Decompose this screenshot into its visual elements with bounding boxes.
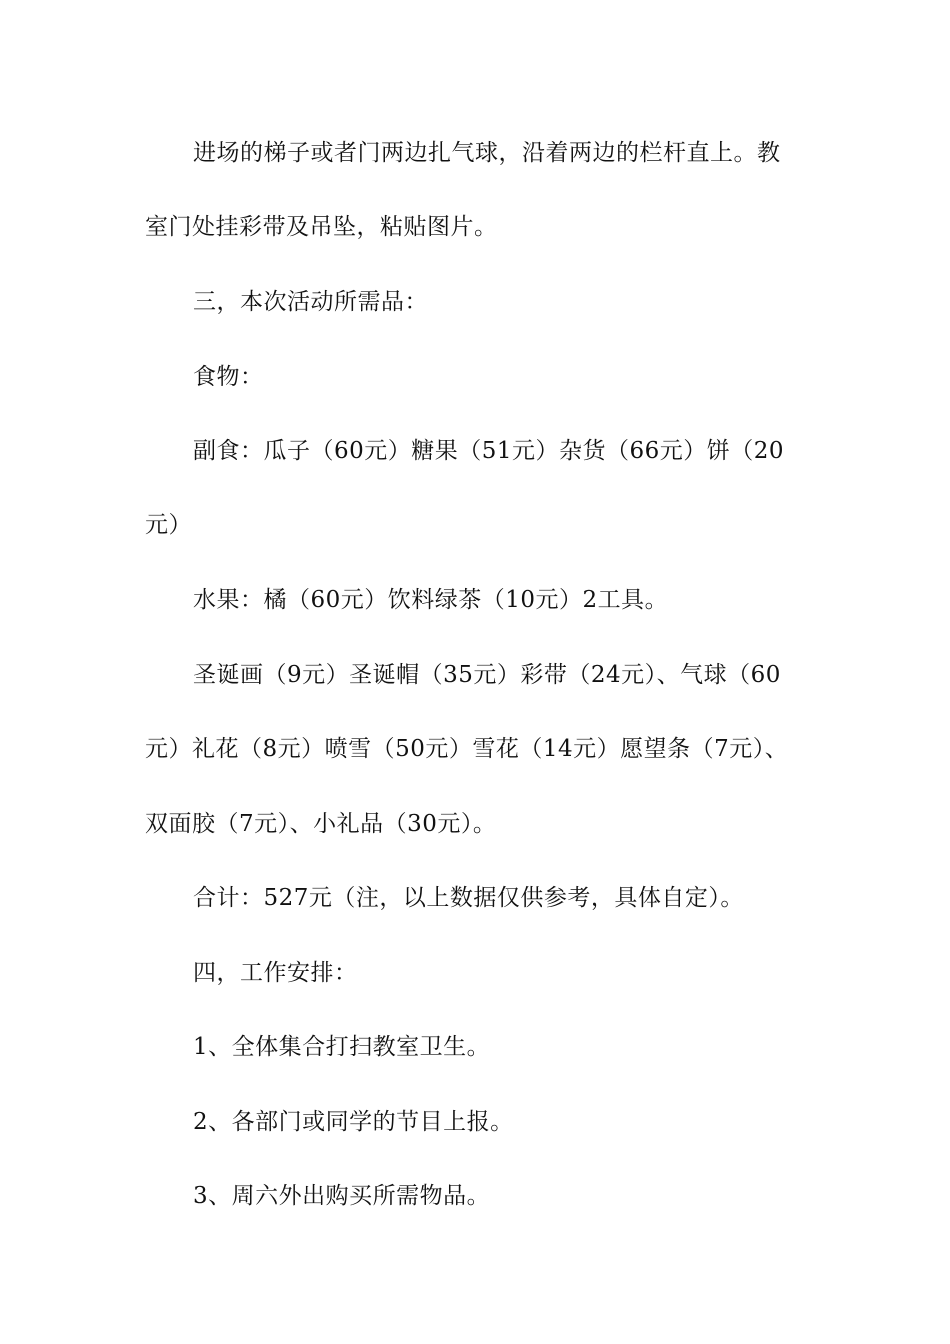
fruit-drinks-line: 水果：橘（60元）饮料绿茶（10元）2工具。 <box>193 587 669 613</box>
paragraph-decoration-line-2: 室门处挂彩带及吊坠，粘贴图片。 <box>145 214 498 240</box>
section-heading-supplies: 三，本次活动所需品： <box>193 289 428 315</box>
section-heading-work-arrangement: 四，工作安排： <box>193 960 358 986</box>
tools-line-2: 元）礼花（8元）喷雪（50元）雪花（14元）愿望条（7元）、 <box>145 736 789 762</box>
work-item-1: 1、全体集合打扫教室卫生。 <box>193 1034 491 1060</box>
snacks-line-2: 元） <box>145 512 192 538</box>
tools-line-1: 圣诞画（9元）圣诞帽（35元）彩带（24元）、气球（60 <box>193 662 781 688</box>
subheading-food: 食物： <box>193 364 264 390</box>
snacks-line-1: 副食：瓜子（60元）糖果（51元）杂货（66元）饼（20 <box>193 438 785 464</box>
work-item-3: 3、周六外出购买所需物品。 <box>193 1183 491 1209</box>
work-item-2: 2、各部门或同学的节目上报。 <box>193 1109 514 1135</box>
total-line: 合计：527元（注，以上数据仅供参考，具体自定）。 <box>193 885 744 911</box>
tools-line-3: 双面胶（7元）、小礼品（30元）。 <box>145 811 497 837</box>
paragraph-decoration-line-1: 进场的梯子或者门两边扎气球，沿着两边的栏杆直上。教 <box>193 140 781 166</box>
